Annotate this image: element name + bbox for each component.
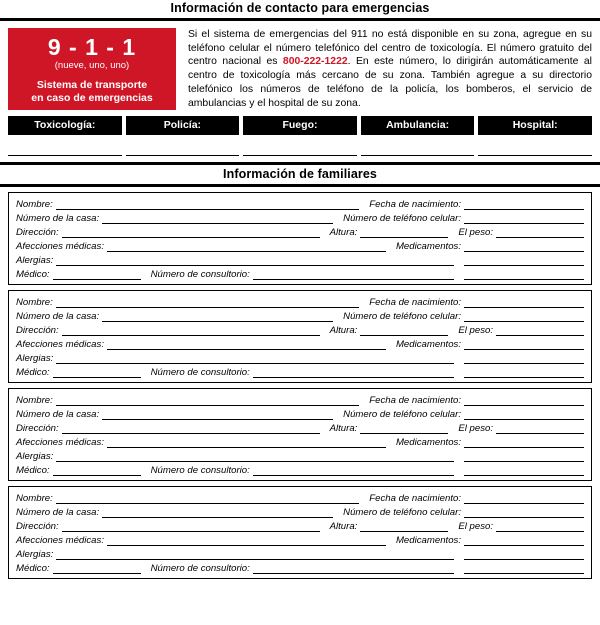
input-alergias[interactable] [56,352,454,364]
input-medicamentos[interactable] [464,338,584,350]
label-medico: Médico: [16,367,50,379]
intro-text-part1: Si el sistema de emergencias del 911 no está disponible en su zona, agregue en su teléfono celular el número telefónico del centro de toxicología. El número gratuito del centro nacional es [188,29,592,68]
label-afecciones: Afecciones médicas: [16,241,104,253]
family-row-direccion [16,226,584,238]
family-row-direccion [16,520,584,532]
family-cards-area [0,187,600,588]
label-alergias: Alergias: [16,353,54,365]
label-fecha-nacimiento: Fecha de nacimiento: [369,493,461,505]
family-card [8,486,592,579]
input-telefono-celular[interactable] [464,506,584,518]
input-medicamentos[interactable] [464,534,584,546]
contact-header-policia: Policía: [126,116,240,135]
label-nombre: Nombre: [16,493,53,505]
family-row-telefonos [16,310,584,322]
intro-text-part2: . En este número, lo dirigirán automáticamente al centro de toxicología más cercano de su zona. También agregue a su directorio telefónico los números de teléfono de la policía, los bomberos, el servicio de ambulancias y el hospital de su zona. [188,56,592,109]
input-nombre[interactable] [56,296,359,308]
label-consultorio: Número de consultorio: [150,465,250,477]
label-telefono-celular: Número de teléfono celular: [343,213,461,225]
input-alergias-cont[interactable] [464,548,584,560]
label-direccion: Dirección: [16,227,59,239]
input-altura[interactable] [360,226,448,238]
family-row-telefonos [16,506,584,518]
input-alergias-cont[interactable] [464,254,584,266]
family-row-medico [16,562,584,574]
contact-header-toxicologia: Toxicología: [8,116,122,135]
label-direccion: Dirección: [16,423,59,435]
badge-911-subtitle: (nueve, uno, uno) [54,60,130,72]
label-direccion: Dirección: [16,325,59,337]
label-medico: Médico: [16,465,50,477]
contact-input-toxicologia[interactable] [8,135,122,156]
family-row-nombre [16,198,584,210]
input-fecha-nacimiento[interactable] [464,296,584,308]
label-medicamentos: Medicamentos: [395,241,461,253]
label-peso: El peso: [458,521,493,533]
input-medicamentos[interactable] [464,436,584,448]
input-numero-casa[interactable] [102,212,333,224]
family-row-nombre [16,394,584,406]
input-telefono-celular[interactable] [464,212,584,224]
input-peso[interactable] [496,226,584,238]
input-peso[interactable] [496,324,584,336]
input-consultorio[interactable] [253,268,454,280]
label-consultorio: Número de consultorio: [150,367,250,379]
family-row-direccion [16,324,584,336]
input-alergias-cont[interactable] [464,450,584,462]
input-medico-cont[interactable] [464,366,584,378]
input-alergias[interactable] [56,548,454,560]
input-fecha-nacimiento[interactable] [464,198,584,210]
label-consultorio: Número de consultorio: [150,563,250,575]
input-nombre[interactable] [56,394,359,406]
input-consultorio[interactable] [253,562,454,574]
input-afecciones[interactable] [107,534,386,546]
input-medico[interactable] [53,268,141,280]
input-peso[interactable] [496,520,584,532]
label-altura: Altura: [329,325,358,337]
label-telefono-celular: Número de teléfono celular: [343,409,461,421]
label-alergias: Alergias: [16,549,54,561]
input-fecha-nacimiento[interactable] [464,394,584,406]
family-row-afecciones [16,534,584,546]
input-afecciones[interactable] [107,436,386,448]
label-medico: Médico: [16,563,50,575]
emergency-intro-block [0,21,600,114]
contact-input-ambulancia[interactable] [361,135,475,156]
input-fecha-nacimiento[interactable] [464,492,584,504]
badge-911-line2: en caso de emergencias [31,91,153,104]
emergency-intro-text [176,28,592,110]
family-card [8,192,592,285]
input-medico[interactable] [53,562,141,574]
input-direccion[interactable] [62,520,320,532]
input-alergias[interactable] [56,254,454,266]
badge-911-number: 9 - 1 - 1 [47,34,137,60]
label-altura: Altura: [329,227,358,239]
input-medicamentos[interactable] [464,240,584,252]
input-telefono-celular[interactable] [464,408,584,420]
family-card [8,388,592,481]
label-numero-casa: Número de la casa: [16,409,100,421]
label-afecciones: Afecciones médicas: [16,437,104,449]
label-direccion: Dirección: [16,521,59,533]
label-numero-casa: Número de la casa: [16,311,100,323]
family-row-medico [16,464,584,476]
input-nombre[interactable] [56,492,359,504]
input-direccion[interactable] [62,226,320,238]
family-row-telefonos [16,212,584,224]
label-numero-casa: Número de la casa: [16,213,100,225]
input-afecciones[interactable] [107,240,386,252]
input-numero-casa[interactable] [102,506,333,518]
contact-header-ambulancia: Ambulancia: [361,116,475,135]
label-nombre: Nombre: [16,297,53,309]
input-afecciones[interactable] [107,338,386,350]
input-consultorio[interactable] [253,366,454,378]
family-row-alergias [16,254,584,266]
contact-header-hospital: Hospital: [478,116,592,135]
contact-header-fuego: Fuego: [243,116,357,135]
poison-control-phone: 800-222-1222 [282,56,348,68]
label-afecciones: Afecciones médicas: [16,535,104,547]
label-medicamentos: Medicamentos: [395,437,461,449]
label-alergias: Alergias: [16,451,54,463]
family-row-alergias [16,548,584,560]
input-consultorio[interactable] [253,464,454,476]
family-row-medico [16,268,584,280]
label-altura: Altura: [329,521,358,533]
label-telefono-celular: Número de teléfono celular: [343,507,461,519]
input-direccion[interactable] [62,422,320,434]
label-fecha-nacimiento: Fecha de nacimiento: [369,395,461,407]
label-fecha-nacimiento: Fecha de nacimiento: [369,199,461,211]
emergency-section-title: Información de contacto para emergencias [0,0,600,21]
input-medico-cont[interactable] [464,464,584,476]
label-nombre: Nombre: [16,395,53,407]
badge-911 [8,28,176,110]
family-row-nombre [16,296,584,308]
label-peso: El peso: [458,227,493,239]
contact-entry-row [0,135,600,158]
input-medico-cont[interactable] [464,268,584,280]
label-consultorio: Número de consultorio: [150,269,250,281]
label-telefono-celular: Número de teléfono celular: [343,311,461,323]
input-altura[interactable] [360,324,448,336]
label-numero-casa: Número de la casa: [16,507,100,519]
label-peso: El peso: [458,423,493,435]
label-medicamentos: Medicamentos: [395,339,461,351]
input-numero-casa[interactable] [102,408,333,420]
input-alergias[interactable] [56,450,454,462]
label-medicamentos: Medicamentos: [395,535,461,547]
family-row-alergias [16,352,584,364]
contact-headers-row [0,114,600,135]
family-row-medico [16,366,584,378]
contact-input-policia[interactable] [126,135,240,156]
family-row-afecciones [16,338,584,350]
family-row-afecciones [16,240,584,252]
label-peso: El peso: [458,325,493,337]
family-section-title: Información de familiares [0,165,600,187]
input-medico[interactable] [53,366,141,378]
label-nombre: Nombre: [16,199,53,211]
contact-input-fuego[interactable] [243,135,357,156]
family-row-alergias [16,450,584,462]
input-telefono-celular[interactable] [464,310,584,322]
input-medico[interactable] [53,464,141,476]
family-row-afecciones [16,436,584,448]
input-medico-cont[interactable] [464,562,584,574]
input-direccion[interactable] [62,324,320,336]
input-nombre[interactable] [56,198,359,210]
input-alergias-cont[interactable] [464,352,584,364]
family-row-direccion [16,422,584,434]
label-afecciones: Afecciones médicas: [16,339,104,351]
label-fecha-nacimiento: Fecha de nacimiento: [369,297,461,309]
label-alergias: Alergias: [16,255,54,267]
badge-911-line1: Sistema de transporte [36,79,148,92]
input-numero-casa[interactable] [102,310,333,322]
input-altura[interactable] [360,520,448,532]
family-row-telefonos [16,408,584,420]
label-medico: Médico: [16,269,50,281]
label-altura: Altura: [329,423,358,435]
family-card [8,290,592,383]
contact-input-hospital[interactable] [478,135,592,156]
input-altura[interactable] [360,422,448,434]
family-row-nombre [16,492,584,504]
input-peso[interactable] [496,422,584,434]
